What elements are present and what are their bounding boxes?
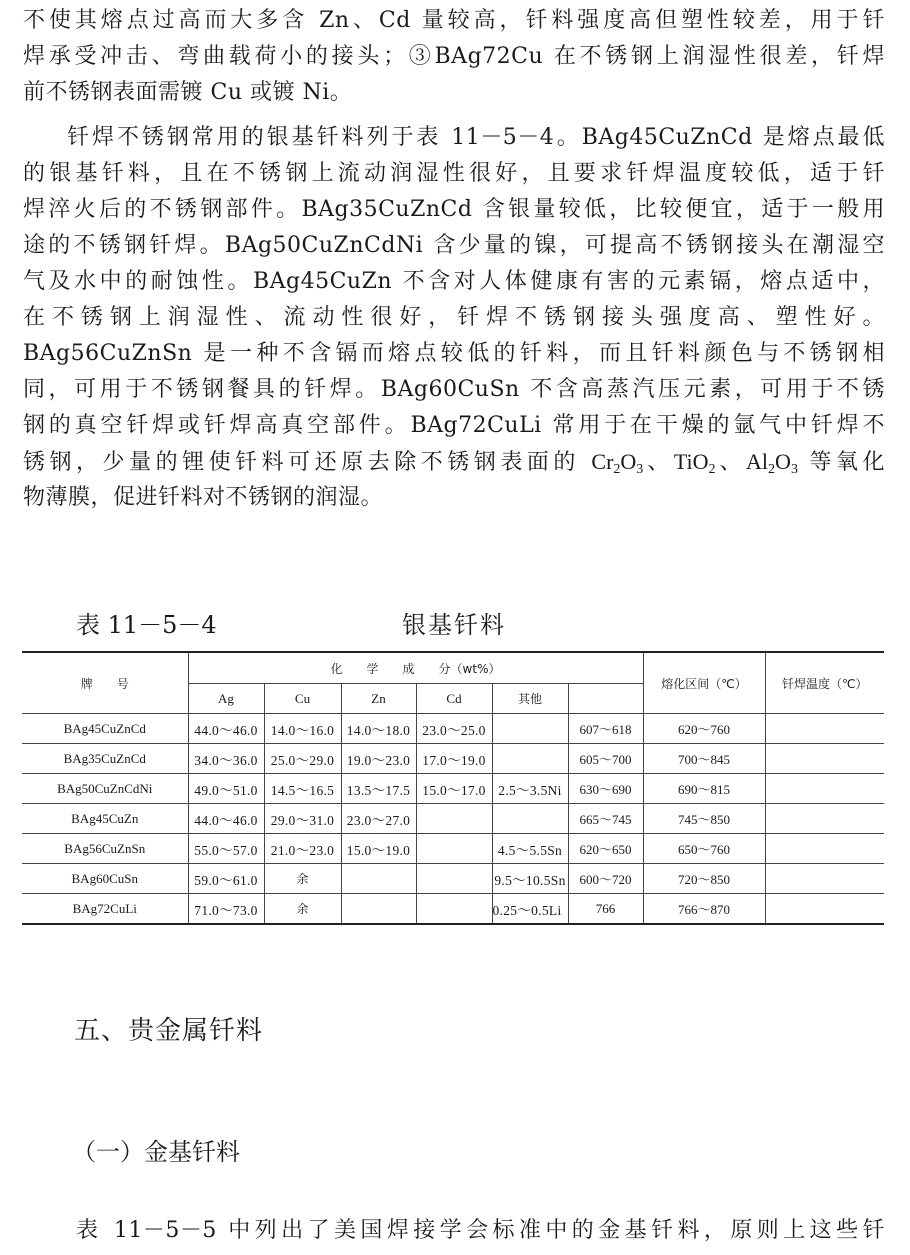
cell-blank-composition: 620～650 — [568, 834, 643, 864]
cell-melting-range: 720～850 — [643, 864, 765, 894]
cell-melting-range: 620～760 — [643, 714, 765, 744]
cell-ag: 44.0～46.0 — [188, 714, 264, 744]
subscript: 2 — [768, 462, 776, 477]
cell-cu: 余 — [264, 864, 341, 894]
cell-blank-composition: 600～720 — [568, 864, 643, 894]
cell-brazing-temp — [765, 894, 884, 925]
paragraph-2-line-4: 途的不锈钢钎焊。BAg50CuZnCdNi 含少量的镍，可提高不锈钢接头在潮湿空 — [23, 233, 885, 258]
cell-brazing-temp — [765, 804, 884, 834]
cell-grade: BAg56CuZnSn — [22, 834, 188, 864]
header-melting-range: 熔化区间（℃） — [643, 652, 765, 714]
cell-zn: 15.0～19.0 — [341, 834, 416, 864]
cell-grade: BAg72CuLi — [22, 894, 188, 925]
table-row — [22, 744, 884, 774]
paragraph-1-line-1: 不使其熔点过高而大多含 Zn、Cd 量较高，钎料强度高但塑性较差，用于钎 — [23, 8, 885, 33]
header-blank — [568, 684, 643, 714]
paragraph-1-line-3: 前不锈钢表面需镀 Cu 或镀 Ni。 — [23, 80, 353, 105]
cell-grade: BAg45CuZnCd — [22, 714, 188, 744]
cell-grade: BAg35CuZnCd — [22, 744, 188, 774]
header-other: 其他 — [492, 684, 568, 714]
cell-other — [492, 804, 568, 834]
table-title: 银基钎料 — [402, 611, 506, 639]
paragraph-2-line-6: 在不锈钢上润湿性、流动性很好，钎焊不锈钢接头强度高、塑性好。 — [23, 305, 885, 330]
cell-grade: BAg60CuSn — [22, 864, 188, 894]
cell-zn — [341, 894, 416, 925]
cell-ag: 34.0～36.0 — [188, 744, 264, 774]
cell-brazing-temp — [765, 744, 884, 774]
section-heading: 五、贵金属钎料 — [74, 1016, 264, 1046]
cell-cd: 23.0～25.0 — [416, 714, 492, 744]
cell-ag: 44.0～46.0 — [188, 804, 264, 834]
cell-zn: 19.0～23.0 — [341, 744, 416, 774]
cell-cd — [416, 894, 492, 925]
table-row — [22, 864, 884, 894]
cell-cu: 14.0～16.0 — [264, 714, 341, 744]
table-row — [22, 834, 884, 864]
header-cu: Cu — [264, 684, 341, 714]
cell-cu: 14.5～16.5 — [264, 774, 341, 804]
cell-brazing-temp — [765, 714, 884, 744]
paragraph-2-line-11: 物薄膜，促进钎料对不锈钢的润湿。 — [23, 485, 384, 510]
cell-blank-composition: 630～690 — [568, 774, 643, 804]
cell-other — [492, 714, 568, 744]
separator: 、 — [643, 450, 674, 475]
header-zn: Zn — [341, 684, 416, 714]
paragraph-2-line-2: 的银基钎料，且在不锈钢上流动润湿性很好，且要求钎焊温度较低，适于钎 — [23, 161, 885, 186]
paragraph-2-line-8: 同，可用于不锈钢餐具的钎焊。BAg60CuSn 不含高蒸汽压元素，可用于不锈 — [23, 377, 885, 402]
cell-grade: BAg50CuZnCdNi — [22, 774, 188, 804]
cell-zn: 14.0～18.0 — [341, 714, 416, 744]
subsection-heading: （一）金基钎料 — [72, 1138, 240, 1166]
table-row — [22, 894, 884, 925]
cell-other: 4.5～5.5Sn — [492, 834, 568, 864]
cell-cd: 17.0～19.0 — [416, 744, 492, 774]
cell-cd — [416, 804, 492, 834]
cell-cd — [416, 864, 492, 894]
paragraph-2-line-9: 钢的真空钎焊或钎焊高真空部件。BAg72CuLi 常用于在干燥的氩气中钎焊不 — [23, 413, 885, 438]
subscript: 2 — [708, 462, 716, 477]
paragraph-3-line-1: 表 11－5－5 中列出了美国焊接学会标准中的金基钎料，原则上这些钎 — [76, 1218, 885, 1243]
header-cd: Cd — [416, 684, 492, 714]
header-grade: 牌 号 — [22, 652, 188, 714]
cell-zn: 23.0～27.0 — [341, 804, 416, 834]
cell-melting-range: 745～850 — [643, 804, 765, 834]
cell-other: 2.5～3.5Ni — [492, 774, 568, 804]
cell-other: 9.5～10.5Sn — [492, 864, 568, 894]
paragraph-2-line-3: 焊淬火后的不锈钢部件。BAg35CuZnCd 含银量较低，比较便宜，适于一般用 — [23, 197, 885, 222]
cell-other: 0.25～0.5Li — [492, 894, 568, 925]
table-row — [22, 714, 884, 744]
cell-zn: 13.5～17.5 — [341, 774, 416, 804]
table-row — [22, 774, 884, 804]
formula-tio: TiO — [673, 449, 709, 474]
table-header-row — [22, 652, 884, 684]
cell-cd: 15.0～17.0 — [416, 774, 492, 804]
cell-melting-range: 700～845 — [643, 744, 765, 774]
text-run: 锈钢，少量的锂使钎料可还原去除不锈钢表面的 — [23, 450, 592, 475]
cell-zn — [341, 864, 416, 894]
subscript: 3 — [790, 462, 798, 477]
cell-blank-composition: 665～745 — [568, 804, 643, 834]
cell-brazing-temp — [765, 864, 884, 894]
separator: 、 — [715, 450, 747, 475]
paragraph-2-line-5: 气及水中的耐蚀性。BAg45CuZn 不含对人体健康有害的元素镉，熔点适中， — [23, 269, 885, 294]
header-ag: Ag — [188, 684, 264, 714]
silver-brazing-alloy-table — [22, 651, 884, 925]
cell-ag: 59.0～61.0 — [188, 864, 264, 894]
cell-blank-composition: 605～700 — [568, 744, 643, 774]
cell-other — [492, 744, 568, 774]
cell-blank-composition: 607～618 — [568, 714, 643, 744]
table-row — [22, 804, 884, 834]
formula-o: O — [620, 449, 637, 474]
subscript: 3 — [636, 462, 644, 477]
cell-cd — [416, 834, 492, 864]
header-brazing-temp: 钎焊温度（℃） — [765, 652, 884, 714]
cell-cu: 25.0～29.0 — [264, 744, 341, 774]
cell-brazing-temp — [765, 774, 884, 804]
cell-brazing-temp — [765, 834, 884, 864]
cell-melting-range: 766～870 — [643, 894, 765, 925]
paragraph-2-line-10 — [23, 448, 885, 477]
cell-ag: 55.0～57.0 — [188, 834, 264, 864]
cell-cu: 29.0～31.0 — [264, 804, 341, 834]
text-run: 等氧化 — [797, 450, 885, 475]
cell-ag: 71.0～73.0 — [188, 894, 264, 925]
paragraph-2-line-7: BAg56CuZnSn 是一种不含镉而熔点较低的钎料，而且钎料颜色与不锈钢相 — [23, 341, 885, 366]
cell-grade: BAg45CuZn — [22, 804, 188, 834]
subscript: 2 — [613, 462, 621, 477]
cell-melting-range: 690～815 — [643, 774, 765, 804]
paragraph-1-line-2: 焊承受冲击、弯曲载荷小的接头；③BAg72Cu 在不锈钢上润湿性很差，钎焊 — [23, 44, 885, 69]
formula-cr: Cr — [591, 449, 614, 474]
cell-cu: 余 — [264, 894, 341, 925]
header-composition: 化 学 成 分（wt%） — [188, 652, 643, 684]
paragraph-2-line-1: 钎焊不锈钢常用的银基钎料列于表 11－5－4。BAg45CuZnCd 是熔点最低 — [67, 125, 885, 150]
formula-o: O — [775, 449, 791, 474]
cell-ag: 49.0～51.0 — [188, 774, 264, 804]
cell-cu: 21.0～23.0 — [264, 834, 341, 864]
cell-blank-composition: 766 — [568, 894, 643, 925]
formula-al: Al — [746, 449, 769, 474]
cell-melting-range: 650～760 — [643, 834, 765, 864]
table-number: 表 11－5－4 — [76, 611, 217, 639]
